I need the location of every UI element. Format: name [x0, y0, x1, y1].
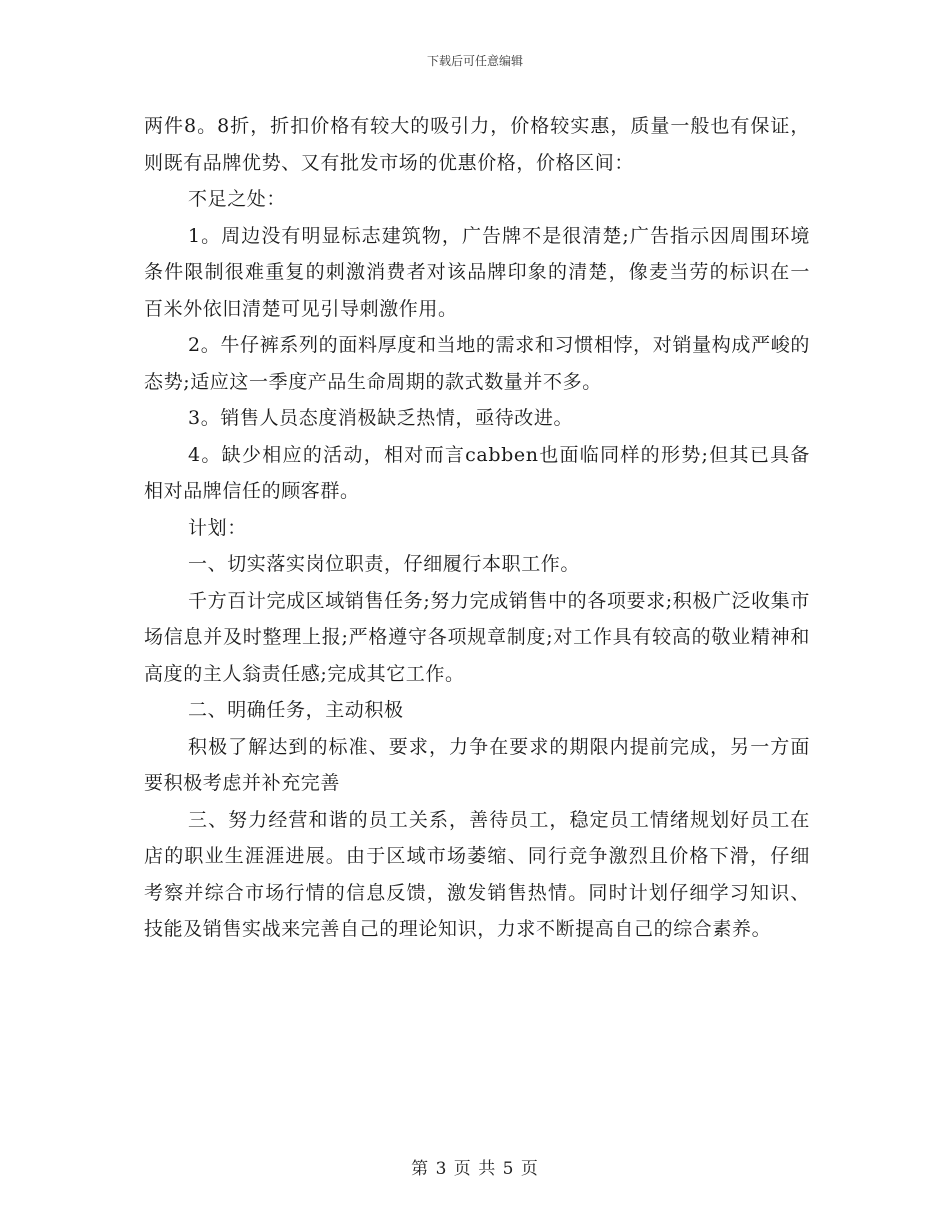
paragraph: 一、切实落实岗位职责，仔细履行本职工作。 [188, 553, 581, 575]
paragraph: 1。周边没有明显标志建筑物，广告牌不是很清楚;广告指示因周围环境条件限制很难重复的刺激消费者对该品牌印象的清楚，像麦当劳的标识在一百米外依旧清楚可见引导刺激作用。 [144, 224, 810, 320]
paragraph: 三、努力经营和谐的员工关系，善待员工，稳定员工情绪规划好员工在店的职业生涯涯进展。由于区域市场萎缩、同行竞争激烈且价格下滑，仔细考察并综合市场行情的信息反馈，激发销售热情。同时计划仔细学习知识、技能及销售实战来完善自己的理论知识，力求不断提高自己的综合素养。 [144, 808, 810, 940]
paragraph: 积极了解达到的标准、要求，力争在要求的期限内提前完成，另一方面要积极考虑并补充完善 [144, 735, 810, 794]
paragraph: 2。牛仔裤系列的面料厚度和当地的需求和习惯相悖，对销量构成严峻的态势;适应这一季度产品生命周期的款式数量并不多。 [144, 334, 810, 393]
paragraph: 千方百计完成区域销售任务;努力完成销售中的各项要求;积极广泛收集市场信息并及时整理上报;严格遵守各项规章制度;对工作具有较高的敬业精神和高度的主人翁责任感;完成其它工作。 [144, 589, 810, 685]
paragraph: 二、明确任务，主动积极 [188, 699, 404, 721]
page-number: 第 3 页 共 5 页 [411, 1159, 539, 1179]
paragraph: 3。销售人员态度消极缺乏热情，亟待改进。 [188, 407, 574, 429]
document-body [144, 108, 810, 948]
header-note: 下载后可任意编辑 [426, 54, 523, 68]
paragraph: 不足之处： [188, 188, 287, 210]
paragraph: 计划： [188, 516, 247, 539]
paragraph: 4。缺少相应的活动，相对而言cabben也面临同样的形势;但其已具备相对品牌信任的顾客群。 [144, 443, 810, 502]
paragraph: 两件8。8折，折扣价格有较大的吸引力，价格较实惠，质量一般也有保证，则既有品牌优势、又有批发市场的优惠价格，价格区间： [144, 115, 810, 174]
